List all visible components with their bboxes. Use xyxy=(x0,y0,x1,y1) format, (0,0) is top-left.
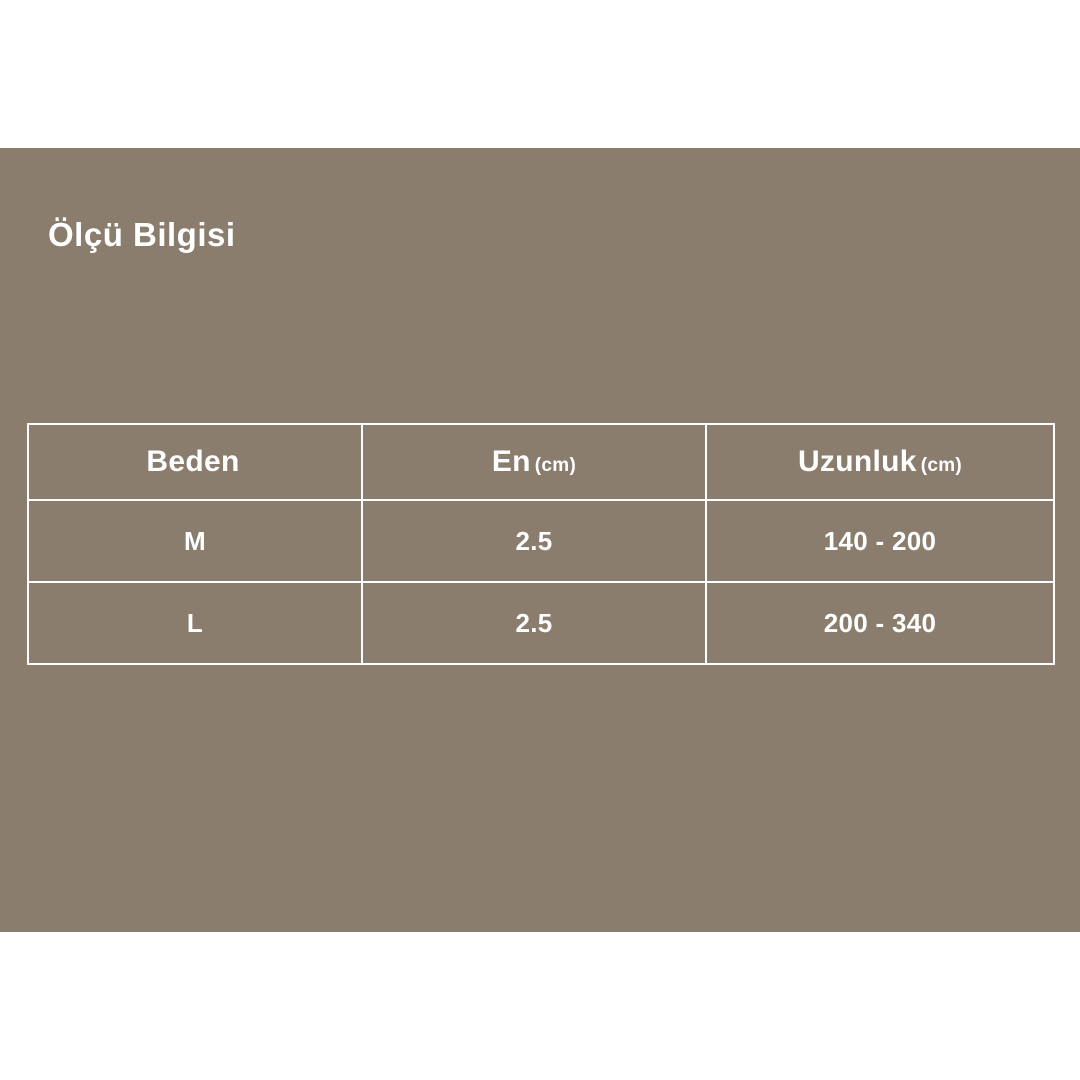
cell-uzunluk: 200 - 340 xyxy=(706,582,1054,664)
cell-en: 2.5 xyxy=(362,582,706,664)
column-header-uzunluk-label: Uzunluk xyxy=(797,445,917,478)
table-row xyxy=(28,500,1054,582)
column-header-en xyxy=(362,424,706,500)
table-header-row xyxy=(28,424,1054,500)
column-header-beden xyxy=(28,424,362,500)
column-header-uzunluk-unit: (cm) xyxy=(920,455,963,476)
column-header-uzunluk xyxy=(706,424,1054,500)
column-header-en-label: En xyxy=(491,445,531,478)
table-row xyxy=(28,582,1054,664)
cell-en: 2.5 xyxy=(362,500,706,582)
cell-beden: L xyxy=(28,582,362,664)
cell-beden: M xyxy=(28,500,362,582)
size-chart-table xyxy=(27,423,1055,665)
page-title: Ölçü Bilgisi xyxy=(48,216,236,253)
column-header-beden-label: Beden xyxy=(146,445,240,478)
cell-uzunluk: 140 - 200 xyxy=(706,500,1054,582)
column-header-en-unit: (cm) xyxy=(534,455,577,476)
size-info-panel xyxy=(0,148,1080,932)
